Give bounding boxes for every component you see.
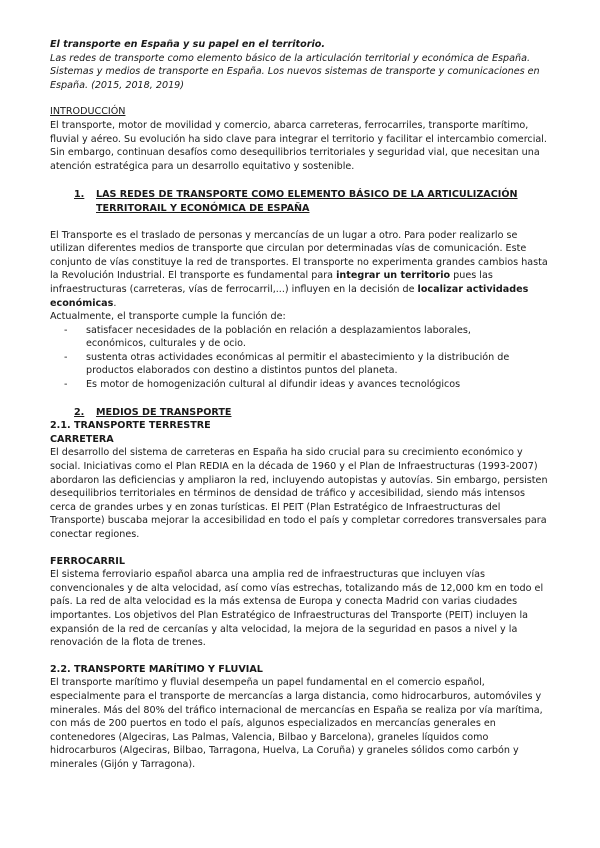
list-item-text: satisfacer necesidades de la población en relación a desplazamientos laborales, económicos, culturales y de ocio. xyxy=(86,324,471,350)
section-1-bold-integrar: integrar un territorio xyxy=(336,270,451,282)
section-2-title: MEDIOS DE TRANSPORTE xyxy=(96,406,232,418)
document-title: El transporte en España y su papel en el territorio. xyxy=(50,39,325,50)
carretera-paragraph: El desarrollo del sistema de carreteras en España ha sido crucial para su crecimiento económico y social. Iniciativas como el Plan REDIA en la década de 1960 y el Plan de Infraestructuras (1993-2007) abordaron las deficiencias y ampliaron la red, incluyendo autopistas y autovías. Sin embargo, persisten desequilibrios territoriales en términos de densidad de tráfico y accesibilidad, siendo más intensos cerca de grandes urbes y en zonas turísticas. El PEIT (Plan Estratégico de Infraestructuras del Transporte) buscaba mejorar la accesibilidad en todo el país y completar corredores transversales para conectar regiones. xyxy=(50,447,548,540)
list-item xyxy=(50,378,550,392)
dash-bullet: - xyxy=(64,351,68,363)
section-1-text-b: pues las infraestructuras (carreteras, vías de ferrocarril,...) influyen en la decisión de xyxy=(50,270,493,295)
function-list xyxy=(50,324,550,392)
dash-bullet: - xyxy=(64,324,68,336)
section-1-text-a: El Transporte es el traslado de personas y mercancías de un lugar a otro. Para poder realizarlo se utilizan diferentes medios de transporte que circulan por determinadas vías de comunicación. Este conjunto de vías constituye la red de transportes. El transporte no experimenta grandes cambios hasta la Revolución Industrial. El transporte es fundamental para xyxy=(50,229,548,282)
list-item-text: sustenta otras actividades económicas al permitir el abastecimiento y la distribución de productos elaborados con destino a distintos puntos del planeta. xyxy=(86,351,510,377)
section-1-function-intro: Actualmente, el transporte cumple la función de: xyxy=(50,311,286,323)
ferrocarril-paragraph: El sistema ferroviario español abarca una amplia red de infraestructuras que incluyen vías convencionales y de alta velocidad, así como vías estrechas, totalizando más de 12,000 km en todo el país. La red de alta velocidad es la más extensa de Europa y conecta Madrid con varias ciudades importantes. Los objetivos del Plan Estratégico de Infraestructuras del Transporte (PEIT) incluyen la expansión de la red de cercanías y alta velocidad, la mejora de la seguridad en pasos a nivel y la renovación de la flota de trenes. xyxy=(50,569,544,649)
section-1-number: 1. xyxy=(74,189,85,201)
intro-heading: INTRODUCCIÓN xyxy=(50,106,126,118)
section-1-title: LAS REDES DE TRANSPORTE COMO ELEMENTO BÁSICO DE LA ARTICULIZACIÓN TERRITORAIL Y ECONÓMICA DE ESPAÑA xyxy=(96,189,518,214)
section-1-paragraph xyxy=(50,229,550,311)
section-2-number: 2. xyxy=(74,406,85,418)
section-1-text-c: . xyxy=(113,297,117,309)
dash-bullet: - xyxy=(64,379,68,391)
list-item xyxy=(50,351,550,378)
section-1-bold-localizar: localizar actividades económicas xyxy=(50,283,529,309)
ferrocarril-heading: FERROCARRIL xyxy=(50,555,125,567)
document-subtitle: Las redes de transporte como elemento básico de la articulación territorial y económica de España. Sistemas y medios de transporte en España. Los nuevos sistemas de transporte y comunicaciones en España. (2015, 2018, 2019) xyxy=(50,52,540,91)
subsection-2-1-heading: 2.1. TRANSPORTE TERRESTRE xyxy=(50,420,211,432)
subsection-2-2-heading: 2.2. TRANSPORTE MARÍTIMO Y FLUVIAL xyxy=(50,663,263,675)
maritimo-paragraph: El transporte marítimo y fluvial desempeña un papel fundamental en el comercio español, especialmente para el transporte de mercancías a larga distancia, como hidrocarburos, automóviles y minerales. Más del 80% del tráfico internacional de mercancías en España se realiza por vía marítima, con más de 200 puertos en todo el país, algunos especializados en mercancías generales en contenedores (Algeciras, Las Palmas, Valencia, Bilbao y Barcelona), graneles líquidos como hidrocarburos (Algeciras, Bilbao, Tarragona, Huelva, La Coruña) y graneles sólidos como carbón y minerales (Gijón y Tarragona). xyxy=(50,677,543,770)
list-item-text: Es motor de homogenización cultural al difundir ideas y avances tecnológicos xyxy=(86,379,461,391)
section-1-heading xyxy=(50,188,550,215)
list-item xyxy=(50,324,550,351)
section-2-heading xyxy=(50,406,550,420)
intro-paragraph: El transporte, motor de movilidad y comercio, abarca carreteras, ferrocarriles, transporte marítimo, fluvial y aéreo. Su evolución ha sido clave para integrar el territorio y facilitar el intercambio comercial. Sin embargo, continuan desafíos como desequilibrios territoriales y seguridad vial, que necesitan una atención estratégica para un desarrollo equitativo y sostenible. xyxy=(50,119,547,172)
carretera-heading: CARRETERA xyxy=(50,433,114,445)
